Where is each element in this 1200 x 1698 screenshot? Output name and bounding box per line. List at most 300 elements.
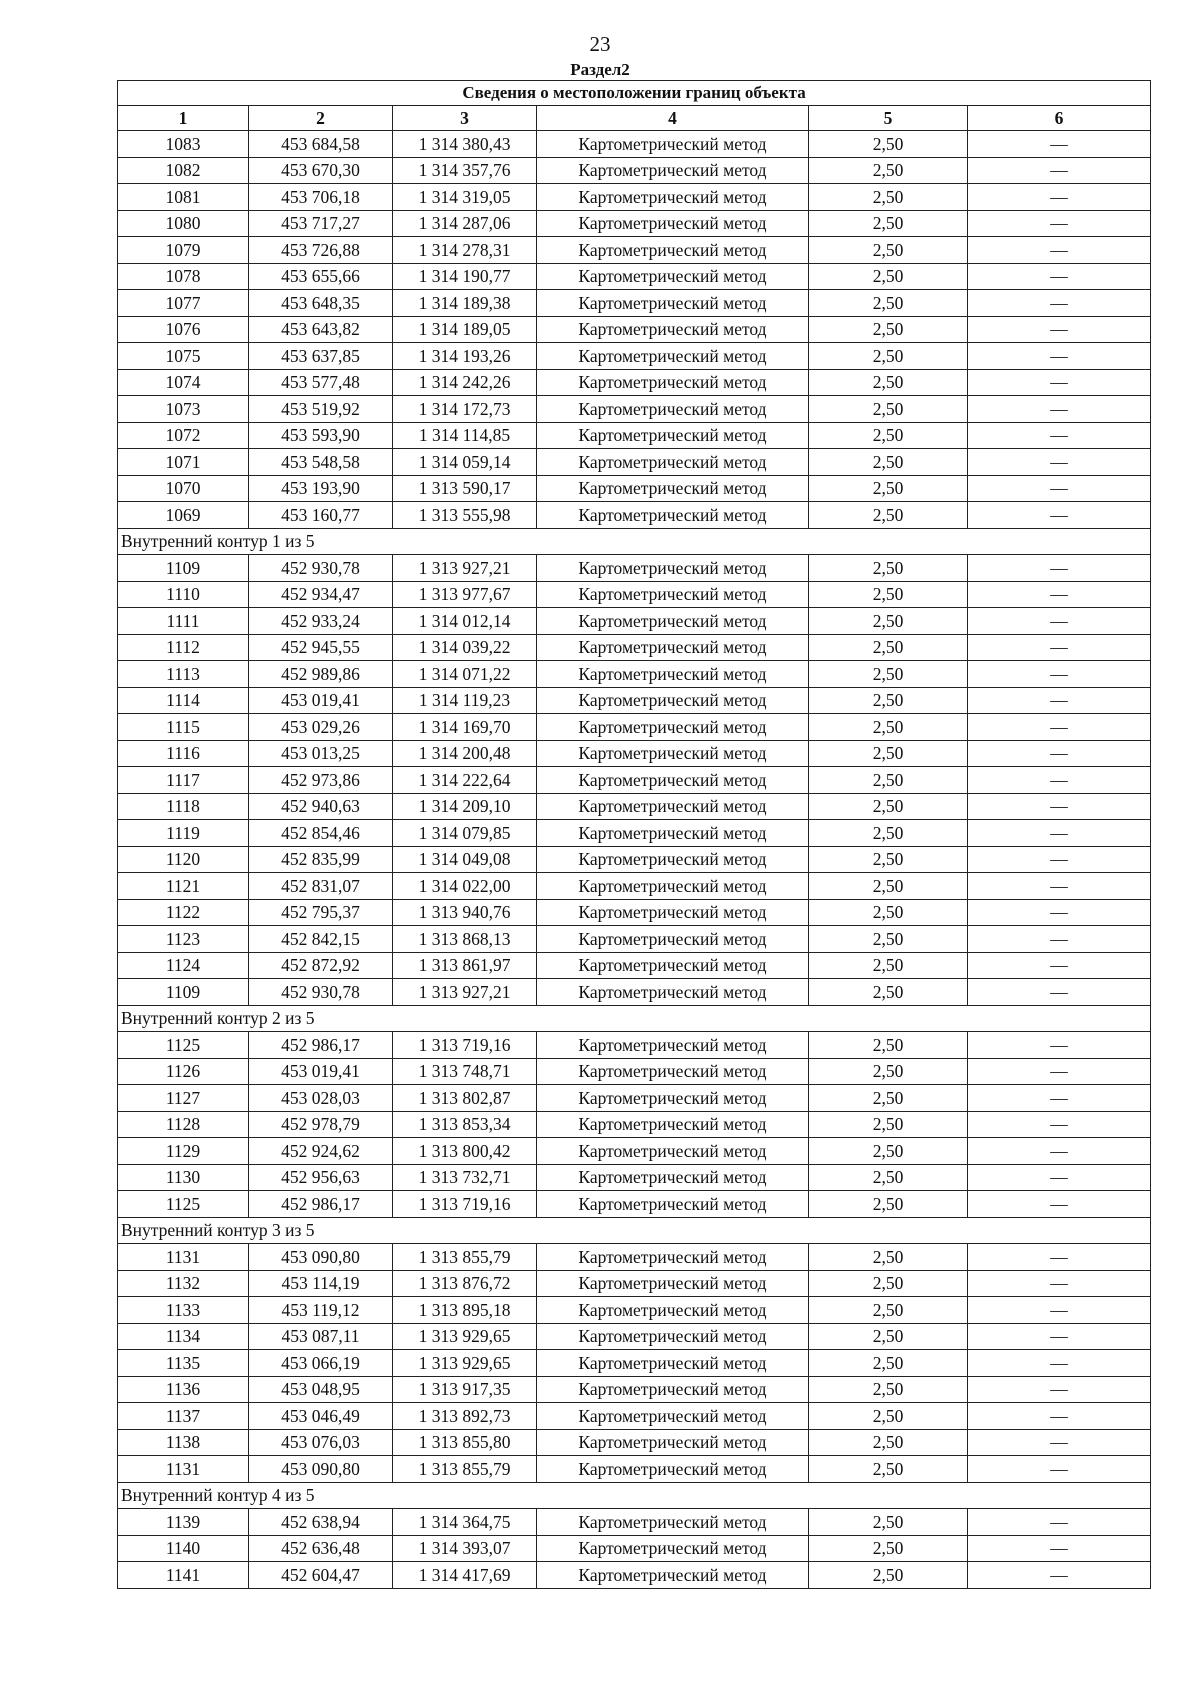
method-cell: Картометрический метод: [537, 396, 809, 423]
y-coordinate-cell: 1 314 114,85: [393, 422, 537, 449]
table-row: [118, 899, 1151, 926]
accuracy-cell: 2,50: [809, 475, 968, 502]
y-coordinate-cell: 1 313 719,16: [393, 1191, 537, 1218]
method-cell: Картометрический метод: [537, 979, 809, 1006]
method-cell: Картометрический метод: [537, 793, 809, 820]
method-cell: Картометрический метод: [537, 1032, 809, 1059]
point-number-cell: 1116: [118, 740, 249, 767]
contour-header-row: [118, 1005, 1151, 1032]
point-number-cell: 1110: [118, 581, 249, 608]
y-coordinate-cell: 1 314 417,69: [393, 1562, 537, 1589]
description-cell: —: [968, 1085, 1151, 1112]
contour-header-row: [118, 1482, 1151, 1509]
description-cell: —: [968, 502, 1151, 529]
method-cell: Картометрический метод: [537, 1191, 809, 1218]
table-row: [118, 237, 1151, 264]
method-cell: Картометрический метод: [537, 1058, 809, 1085]
table-row: [118, 475, 1151, 502]
y-coordinate-cell: 1 314 049,08: [393, 846, 537, 873]
x-coordinate-cell: 453 706,18: [249, 184, 393, 211]
accuracy-cell: 2,50: [809, 740, 968, 767]
accuracy-cell: 2,50: [809, 846, 968, 873]
table-body: [118, 131, 1151, 1589]
point-number-cell: 1141: [118, 1562, 249, 1589]
section-title: Раздел2: [570, 60, 630, 79]
description-cell: —: [968, 979, 1151, 1006]
method-cell: Картометрический метод: [537, 475, 809, 502]
x-coordinate-cell: 453 726,88: [249, 237, 393, 264]
description-cell: —: [968, 1350, 1151, 1377]
description-cell: —: [968, 369, 1151, 396]
accuracy-cell: 2,50: [809, 316, 968, 343]
accuracy-cell: 2,50: [809, 1403, 968, 1430]
accuracy-cell: 2,50: [809, 131, 968, 158]
contour-header-row: [118, 528, 1151, 555]
accuracy-cell: 2,50: [809, 979, 968, 1006]
table-row: [118, 369, 1151, 396]
description-cell: —: [968, 290, 1151, 317]
method-cell: Картометрический метод: [537, 502, 809, 529]
accuracy-cell: 2,50: [809, 290, 968, 317]
contour-label: Внутренний контур 2 из 5: [118, 1005, 1151, 1032]
description-cell: —: [968, 1403, 1151, 1430]
x-coordinate-cell: 453 160,77: [249, 502, 393, 529]
point-number-cell: 1112: [118, 634, 249, 661]
point-number-cell: 1130: [118, 1164, 249, 1191]
y-coordinate-cell: 1 314 193,26: [393, 343, 537, 370]
y-coordinate-cell: 1 314 209,10: [393, 793, 537, 820]
accuracy-cell: 2,50: [809, 1058, 968, 1085]
accuracy-cell: 2,50: [809, 396, 968, 423]
accuracy-cell: 2,50: [809, 237, 968, 264]
description-cell: —: [968, 1111, 1151, 1138]
description-cell: —: [968, 740, 1151, 767]
y-coordinate-cell: 1 313 940,76: [393, 899, 537, 926]
x-coordinate-cell: 453 655,66: [249, 263, 393, 290]
x-coordinate-cell: 452 986,17: [249, 1191, 393, 1218]
point-number-cell: 1077: [118, 290, 249, 317]
x-coordinate-cell: 452 930,78: [249, 555, 393, 582]
description-cell: —: [968, 820, 1151, 847]
point-number-cell: 1075: [118, 343, 249, 370]
description-cell: —: [968, 1562, 1151, 1589]
column-number: 3: [393, 106, 537, 131]
description-cell: —: [968, 131, 1151, 158]
contour-label: Внутренний контур 4 из 5: [118, 1482, 1151, 1509]
point-number-cell: 1074: [118, 369, 249, 396]
method-cell: Картометрический метод: [537, 661, 809, 688]
y-coordinate-cell: 1 314 200,48: [393, 740, 537, 767]
accuracy-cell: 2,50: [809, 1323, 968, 1350]
table-row: [118, 1297, 1151, 1324]
point-number-cell: 1140: [118, 1535, 249, 1562]
table-row: [118, 1270, 1151, 1297]
y-coordinate-cell: 1 314 393,07: [393, 1535, 537, 1562]
description-cell: —: [968, 1244, 1151, 1271]
method-cell: Картометрический метод: [537, 1111, 809, 1138]
table-row: [118, 1562, 1151, 1589]
y-coordinate-cell: 1 313 876,72: [393, 1270, 537, 1297]
point-number-cell: 1071: [118, 449, 249, 476]
y-coordinate-cell: 1 313 977,67: [393, 581, 537, 608]
table-row: [118, 740, 1151, 767]
y-coordinate-cell: 1 313 929,65: [393, 1350, 537, 1377]
point-number-cell: 1135: [118, 1350, 249, 1377]
description-cell: —: [968, 555, 1151, 582]
description-cell: —: [968, 793, 1151, 820]
y-coordinate-cell: 1 314 059,14: [393, 449, 537, 476]
x-coordinate-cell: 453 637,85: [249, 343, 393, 370]
x-coordinate-cell: 452 831,07: [249, 873, 393, 900]
point-number-cell: 1131: [118, 1244, 249, 1271]
point-number-cell: 1083: [118, 131, 249, 158]
table-row: [118, 1509, 1151, 1536]
table-row: [118, 263, 1151, 290]
x-coordinate-cell: 452 973,86: [249, 767, 393, 794]
table-row: [118, 1403, 1151, 1430]
accuracy-cell: 2,50: [809, 608, 968, 635]
table-row: [118, 184, 1151, 211]
point-number-cell: 1125: [118, 1191, 249, 1218]
method-cell: Картометрический метод: [537, 687, 809, 714]
contour-label: Внутренний контур 1 из 5: [118, 528, 1151, 555]
point-number-cell: 1081: [118, 184, 249, 211]
y-coordinate-cell: 1 313 802,87: [393, 1085, 537, 1112]
column-number: 2: [249, 106, 393, 131]
table-row: [118, 396, 1151, 423]
y-coordinate-cell: 1 313 892,73: [393, 1403, 537, 1430]
accuracy-cell: 2,50: [809, 899, 968, 926]
point-number-cell: 1120: [118, 846, 249, 873]
accuracy-cell: 2,50: [809, 687, 968, 714]
y-coordinate-cell: 1 313 855,80: [393, 1429, 537, 1456]
y-coordinate-cell: 1 313 800,42: [393, 1138, 537, 1165]
point-number-cell: 1136: [118, 1376, 249, 1403]
point-number-cell: 1114: [118, 687, 249, 714]
description-cell: —: [968, 396, 1151, 423]
y-coordinate-cell: 1 314 039,22: [393, 634, 537, 661]
point-number-cell: 1079: [118, 237, 249, 264]
description-cell: —: [968, 343, 1151, 370]
y-coordinate-cell: 1 313 927,21: [393, 979, 537, 1006]
method-cell: Картометрический метод: [537, 237, 809, 264]
method-cell: Картометрический метод: [537, 1535, 809, 1562]
page-number: 23: [589, 32, 611, 56]
x-coordinate-cell: 452 872,92: [249, 952, 393, 979]
method-cell: Картометрический метод: [537, 952, 809, 979]
accuracy-cell: 2,50: [809, 793, 968, 820]
x-coordinate-cell: 452 978,79: [249, 1111, 393, 1138]
column-number-row: [118, 106, 1151, 131]
y-coordinate-cell: 1 314 079,85: [393, 820, 537, 847]
accuracy-cell: 2,50: [809, 1244, 968, 1271]
table-row: [118, 502, 1151, 529]
table-row: [118, 1111, 1151, 1138]
table-row: [118, 793, 1151, 820]
point-number-cell: 1126: [118, 1058, 249, 1085]
y-coordinate-cell: 1 313 853,34: [393, 1111, 537, 1138]
method-cell: Картометрический метод: [537, 846, 809, 873]
point-number-cell: 1115: [118, 714, 249, 741]
accuracy-cell: 2,50: [809, 157, 968, 184]
x-coordinate-cell: 453 090,80: [249, 1244, 393, 1271]
x-coordinate-cell: 453 648,35: [249, 290, 393, 317]
point-number-cell: 1128: [118, 1111, 249, 1138]
method-cell: Картометрический метод: [537, 1323, 809, 1350]
table-row: [118, 581, 1151, 608]
boundary-table: [117, 80, 1151, 1589]
accuracy-cell: 2,50: [809, 210, 968, 237]
method-cell: Картометрический метод: [537, 1138, 809, 1165]
method-cell: Картометрический метод: [537, 157, 809, 184]
table-row: [118, 608, 1151, 635]
point-number-cell: 1122: [118, 899, 249, 926]
method-cell: Картометрический метод: [537, 263, 809, 290]
method-cell: Картометрический метод: [537, 1429, 809, 1456]
x-coordinate-cell: 453 076,03: [249, 1429, 393, 1456]
point-number-cell: 1138: [118, 1429, 249, 1456]
y-coordinate-cell: 1 314 172,73: [393, 396, 537, 423]
y-coordinate-cell: 1 313 868,13: [393, 926, 537, 953]
method-cell: Картометрический метод: [537, 740, 809, 767]
x-coordinate-cell: 452 636,48: [249, 1535, 393, 1562]
x-coordinate-cell: 453 717,27: [249, 210, 393, 237]
table-row: [118, 926, 1151, 953]
point-number-cell: 1131: [118, 1456, 249, 1483]
point-number-cell: 1109: [118, 555, 249, 582]
accuracy-cell: 2,50: [809, 873, 968, 900]
table-row: [118, 422, 1151, 449]
y-coordinate-cell: 1 313 719,16: [393, 1032, 537, 1059]
description-cell: —: [968, 1164, 1151, 1191]
point-number-cell: 1132: [118, 1270, 249, 1297]
x-coordinate-cell: 452 930,78: [249, 979, 393, 1006]
description-cell: —: [968, 475, 1151, 502]
y-coordinate-cell: 1 313 895,18: [393, 1297, 537, 1324]
point-number-cell: 1072: [118, 422, 249, 449]
x-coordinate-cell: 453 119,12: [249, 1297, 393, 1324]
x-coordinate-cell: 453 193,90: [249, 475, 393, 502]
x-coordinate-cell: 452 795,37: [249, 899, 393, 926]
x-coordinate-cell: 452 638,94: [249, 1509, 393, 1536]
point-number-cell: 1119: [118, 820, 249, 847]
y-coordinate-cell: 1 313 855,79: [393, 1456, 537, 1483]
point-number-cell: 1070: [118, 475, 249, 502]
point-number-cell: 1113: [118, 661, 249, 688]
method-cell: Картометрический метод: [537, 899, 809, 926]
table-row: [118, 157, 1151, 184]
accuracy-cell: 2,50: [809, 661, 968, 688]
accuracy-cell: 2,50: [809, 581, 968, 608]
accuracy-cell: 2,50: [809, 1297, 968, 1324]
method-cell: Картометрический метод: [537, 1164, 809, 1191]
x-coordinate-cell: 453 019,41: [249, 1058, 393, 1085]
method-cell: Картометрический метод: [537, 343, 809, 370]
y-coordinate-cell: 1 314 119,23: [393, 687, 537, 714]
method-cell: Картометрический метод: [537, 1297, 809, 1324]
accuracy-cell: 2,50: [809, 1164, 968, 1191]
table-row: [118, 1032, 1151, 1059]
x-coordinate-cell: 453 684,58: [249, 131, 393, 158]
table-row: [118, 1058, 1151, 1085]
description-cell: —: [968, 184, 1151, 211]
accuracy-cell: 2,50: [809, 1429, 968, 1456]
table-row: [118, 1164, 1151, 1191]
x-coordinate-cell: 453 087,11: [249, 1323, 393, 1350]
table-row: [118, 210, 1151, 237]
method-cell: Картометрический метод: [537, 316, 809, 343]
table-row: [118, 1535, 1151, 1562]
description-cell: —: [968, 1191, 1151, 1218]
table-row: [118, 952, 1151, 979]
accuracy-cell: 2,50: [809, 926, 968, 953]
accuracy-cell: 2,50: [809, 952, 968, 979]
x-coordinate-cell: 453 090,80: [249, 1456, 393, 1483]
point-number-cell: 1073: [118, 396, 249, 423]
description-cell: —: [968, 687, 1151, 714]
y-coordinate-cell: 1 314 190,77: [393, 263, 537, 290]
x-coordinate-cell: 452 854,46: [249, 820, 393, 847]
accuracy-cell: 2,50: [809, 1376, 968, 1403]
description-cell: —: [968, 608, 1151, 635]
accuracy-cell: 2,50: [809, 1350, 968, 1377]
method-cell: Картометрический метод: [537, 926, 809, 953]
column-number: 6: [968, 106, 1151, 131]
method-cell: Картометрический метод: [537, 1562, 809, 1589]
description-cell: —: [968, 1509, 1151, 1536]
y-coordinate-cell: 1 314 278,31: [393, 237, 537, 264]
method-cell: Картометрический метод: [537, 422, 809, 449]
point-number-cell: 1117: [118, 767, 249, 794]
description-cell: —: [968, 1032, 1151, 1059]
point-number-cell: 1121: [118, 873, 249, 900]
x-coordinate-cell: 452 989,86: [249, 661, 393, 688]
y-coordinate-cell: 1 314 319,05: [393, 184, 537, 211]
method-cell: Картометрический метод: [537, 210, 809, 237]
description-cell: —: [968, 1138, 1151, 1165]
description-cell: —: [968, 1456, 1151, 1483]
y-coordinate-cell: 1 314 380,43: [393, 131, 537, 158]
accuracy-cell: 2,50: [809, 820, 968, 847]
accuracy-cell: 2,50: [809, 1138, 968, 1165]
y-coordinate-cell: 1 314 189,05: [393, 316, 537, 343]
table-row: [118, 1191, 1151, 1218]
y-coordinate-cell: 1 313 861,97: [393, 952, 537, 979]
description-cell: —: [968, 263, 1151, 290]
accuracy-cell: 2,50: [809, 1456, 968, 1483]
description-cell: —: [968, 1058, 1151, 1085]
x-coordinate-cell: 453 013,25: [249, 740, 393, 767]
point-number-cell: 1124: [118, 952, 249, 979]
table-title: Сведения о местоположении границ объекта: [118, 81, 1151, 106]
x-coordinate-cell: 453 548,58: [249, 449, 393, 476]
description-cell: —: [968, 581, 1151, 608]
x-coordinate-cell: 452 934,47: [249, 581, 393, 608]
accuracy-cell: 2,50: [809, 555, 968, 582]
x-coordinate-cell: 452 604,47: [249, 1562, 393, 1589]
method-cell: Картометрический метод: [537, 1403, 809, 1430]
point-number-cell: 1134: [118, 1323, 249, 1350]
contour-label: Внутренний контур 3 из 5: [118, 1217, 1151, 1244]
point-number-cell: 1109: [118, 979, 249, 1006]
x-coordinate-cell: 453 066,19: [249, 1350, 393, 1377]
description-cell: —: [968, 1323, 1151, 1350]
table-row: [118, 131, 1151, 158]
description-cell: —: [968, 157, 1151, 184]
x-coordinate-cell: 452 924,62: [249, 1138, 393, 1165]
x-coordinate-cell: 453 519,92: [249, 396, 393, 423]
description-cell: —: [968, 422, 1151, 449]
table-row: [118, 661, 1151, 688]
point-number-cell: 1125: [118, 1032, 249, 1059]
x-coordinate-cell: 453 019,41: [249, 687, 393, 714]
accuracy-cell: 2,50: [809, 634, 968, 661]
x-coordinate-cell: 453 643,82: [249, 316, 393, 343]
point-number-cell: 1076: [118, 316, 249, 343]
y-coordinate-cell: 1 313 555,98: [393, 502, 537, 529]
accuracy-cell: 2,50: [809, 369, 968, 396]
table-row: [118, 714, 1151, 741]
x-coordinate-cell: 452 986,17: [249, 1032, 393, 1059]
accuracy-cell: 2,50: [809, 184, 968, 211]
accuracy-cell: 2,50: [809, 422, 968, 449]
y-coordinate-cell: 1 314 169,70: [393, 714, 537, 741]
y-coordinate-cell: 1 313 929,65: [393, 1323, 537, 1350]
description-cell: —: [968, 926, 1151, 953]
method-cell: Картометрический метод: [537, 1350, 809, 1377]
table-row: [118, 1429, 1151, 1456]
y-coordinate-cell: 1 314 222,64: [393, 767, 537, 794]
description-cell: —: [968, 1535, 1151, 1562]
column-number: 5: [809, 106, 968, 131]
table-row: [118, 979, 1151, 1006]
accuracy-cell: 2,50: [809, 1562, 968, 1589]
table-row: [118, 316, 1151, 343]
description-cell: —: [968, 1429, 1151, 1456]
table-row: [118, 687, 1151, 714]
y-coordinate-cell: 1 314 022,00: [393, 873, 537, 900]
table-row: [118, 555, 1151, 582]
table-row: [118, 820, 1151, 847]
table-row: [118, 290, 1151, 317]
point-number-cell: 1123: [118, 926, 249, 953]
description-cell: —: [968, 846, 1151, 873]
description-cell: —: [968, 237, 1151, 264]
method-cell: Картометрический метод: [537, 767, 809, 794]
accuracy-cell: 2,50: [809, 1032, 968, 1059]
method-cell: Картометрический метод: [537, 820, 809, 847]
y-coordinate-cell: 1 313 590,17: [393, 475, 537, 502]
table-row: [118, 767, 1151, 794]
accuracy-cell: 2,50: [809, 1191, 968, 1218]
method-cell: Картометрический метод: [537, 449, 809, 476]
y-coordinate-cell: 1 313 917,35: [393, 1376, 537, 1403]
table-row: [118, 1376, 1151, 1403]
method-cell: Картометрический метод: [537, 608, 809, 635]
y-coordinate-cell: 1 313 748,71: [393, 1058, 537, 1085]
table-row: [118, 449, 1151, 476]
method-cell: Картометрический метод: [537, 714, 809, 741]
x-coordinate-cell: 453 593,90: [249, 422, 393, 449]
x-coordinate-cell: 452 945,55: [249, 634, 393, 661]
description-cell: —: [968, 1297, 1151, 1324]
method-cell: Картометрический метод: [537, 581, 809, 608]
accuracy-cell: 2,50: [809, 714, 968, 741]
point-number-cell: 1129: [118, 1138, 249, 1165]
accuracy-cell: 2,50: [809, 1270, 968, 1297]
method-cell: Картометрический метод: [537, 873, 809, 900]
y-coordinate-cell: 1 314 071,22: [393, 661, 537, 688]
